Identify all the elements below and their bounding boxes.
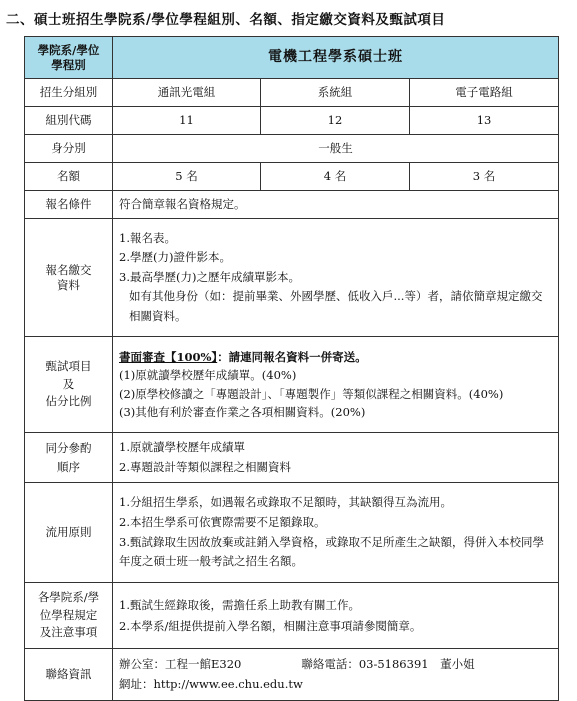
conditions-value: 符合簡章報名資格規定。 xyxy=(113,191,559,219)
list-item: 1.甄試生經錄取後，需擔任系上助教有關工作。 xyxy=(119,598,360,613)
notes-label-line2: 位學程規定 xyxy=(39,607,98,622)
list-item: 1.報名表。 xyxy=(119,230,176,245)
quota-cell: 4 名 xyxy=(261,163,410,191)
tie-label-line2: 順序 xyxy=(57,459,80,474)
documents-row xyxy=(25,219,559,337)
codes-row xyxy=(25,107,559,135)
screening-content xyxy=(113,337,559,433)
flow-row xyxy=(25,483,559,583)
flow-label: 流用原則 xyxy=(25,483,113,583)
admission-table xyxy=(24,36,559,701)
identity-row xyxy=(25,135,559,163)
identity-label: 身分別 xyxy=(25,135,113,163)
header-row xyxy=(25,37,559,79)
notes-row xyxy=(25,583,559,649)
quota-row xyxy=(25,163,559,191)
list-item: 2.學歷(力)證件影本。 xyxy=(119,250,231,265)
list-item: 1.分組招生學系，如遇報名或錄取不足額時，其缺額得互為流用。 xyxy=(119,495,452,510)
groups-label: 招生分組別 xyxy=(25,79,113,107)
group-cell: 通訊光電組 xyxy=(113,79,261,107)
notes-label xyxy=(25,583,113,649)
website-link[interactable]: 網址：http://www.ee.chu.edu.tw xyxy=(119,676,303,691)
documents-label-line1: 報名繳交 xyxy=(45,263,92,278)
identity-value: 一般生 xyxy=(113,135,559,163)
contact-line xyxy=(119,655,552,675)
documents-label xyxy=(25,219,113,337)
department-label xyxy=(25,37,113,79)
code-cell: 11 xyxy=(113,107,261,135)
tie-row xyxy=(25,433,559,483)
list-item: 3.甄試錄取生因故放棄或註銷入學資格，或錄取不足所產生之缺額，得併入本校同學年度之碩士班一般考試之招生名額。 xyxy=(119,534,544,569)
conditions-label: 報名條件 xyxy=(25,191,113,219)
contact-content xyxy=(113,649,559,701)
list-item: (3)其他有利於審查作業之各項相關資料。(20%) xyxy=(119,404,366,419)
documents-note: 如有其他身份（如：提前畢業、外國學歷、低收入戶...等）者，請依簡章規定繳交相關資料。 xyxy=(129,289,543,323)
section-heading: 二、碩士班招生學院系/學位學程組別、名額、指定繳交資料及甄試項目 xyxy=(6,12,446,28)
tie-label-line1: 同分參酌 xyxy=(45,441,92,456)
codes-label: 組別代碼 xyxy=(25,107,113,135)
list-item: (1)原就讀學校歷年成績單。(40%) xyxy=(119,368,297,383)
screening-label-line1: 甄試項目 xyxy=(45,358,92,373)
notes-content xyxy=(113,583,559,649)
documents-content xyxy=(113,219,559,337)
review-heading xyxy=(119,348,552,366)
code-cell: 13 xyxy=(410,107,559,135)
notes-label-line1: 各學院系/學 xyxy=(37,589,100,604)
list-item: 2.專題設計等類似課程之相關資料 xyxy=(119,459,291,474)
department-label-line2: 學程別 xyxy=(51,57,86,72)
contact-label: 聯絡資訊 xyxy=(25,649,113,701)
department-name: 電機工程學系碩士班 xyxy=(113,37,559,79)
conditions-row xyxy=(25,191,559,219)
group-cell: 電子電路組 xyxy=(410,79,559,107)
screening-row xyxy=(25,337,559,433)
documents-label-line2: 資料 xyxy=(57,277,80,292)
screening-label-line3: 佔分比例 xyxy=(45,394,92,409)
review-title: 書面審查【100%】 xyxy=(119,349,218,364)
group-cell: 系統組 xyxy=(261,79,410,107)
list-item: 2.本招生學系可依實際需要不足額錄取。 xyxy=(119,514,326,529)
list-item: 3.最高學歷(力)之歷年成績單影本。 xyxy=(119,269,300,284)
list-item: (2)原學校修讀之「專題設計」、「專題製作」等類似課程之相關資料。(40%) xyxy=(119,386,504,401)
screening-label-line2: 及 xyxy=(62,376,75,391)
quota-cell: 3 名 xyxy=(410,163,559,191)
code-cell: 12 xyxy=(261,107,410,135)
tie-label xyxy=(25,433,113,483)
list-item: 1.原就讀學校歷年成績單 xyxy=(119,439,245,454)
flow-content xyxy=(113,483,559,583)
screening-label xyxy=(25,337,113,433)
phone-text: 聯絡電話：03-5186391 董小姐 xyxy=(301,656,475,671)
department-label-line1: 學院系/學位 xyxy=(37,43,100,58)
review-suffix: ：請連同報名資料一併寄送。 xyxy=(217,349,367,364)
groups-row xyxy=(25,79,559,107)
list-item: 2.本學系/組提供提前入學名額，相關注意事項請參閱簡章。 xyxy=(119,618,422,633)
quota-cell: 5 名 xyxy=(113,163,261,191)
office-text: 辦公室：工程一館E320 xyxy=(119,656,242,671)
notes-label-line3: 及注意事項 xyxy=(39,625,98,640)
quota-label: 名額 xyxy=(25,163,113,191)
contact-row xyxy=(25,649,559,701)
tie-content xyxy=(113,433,559,483)
